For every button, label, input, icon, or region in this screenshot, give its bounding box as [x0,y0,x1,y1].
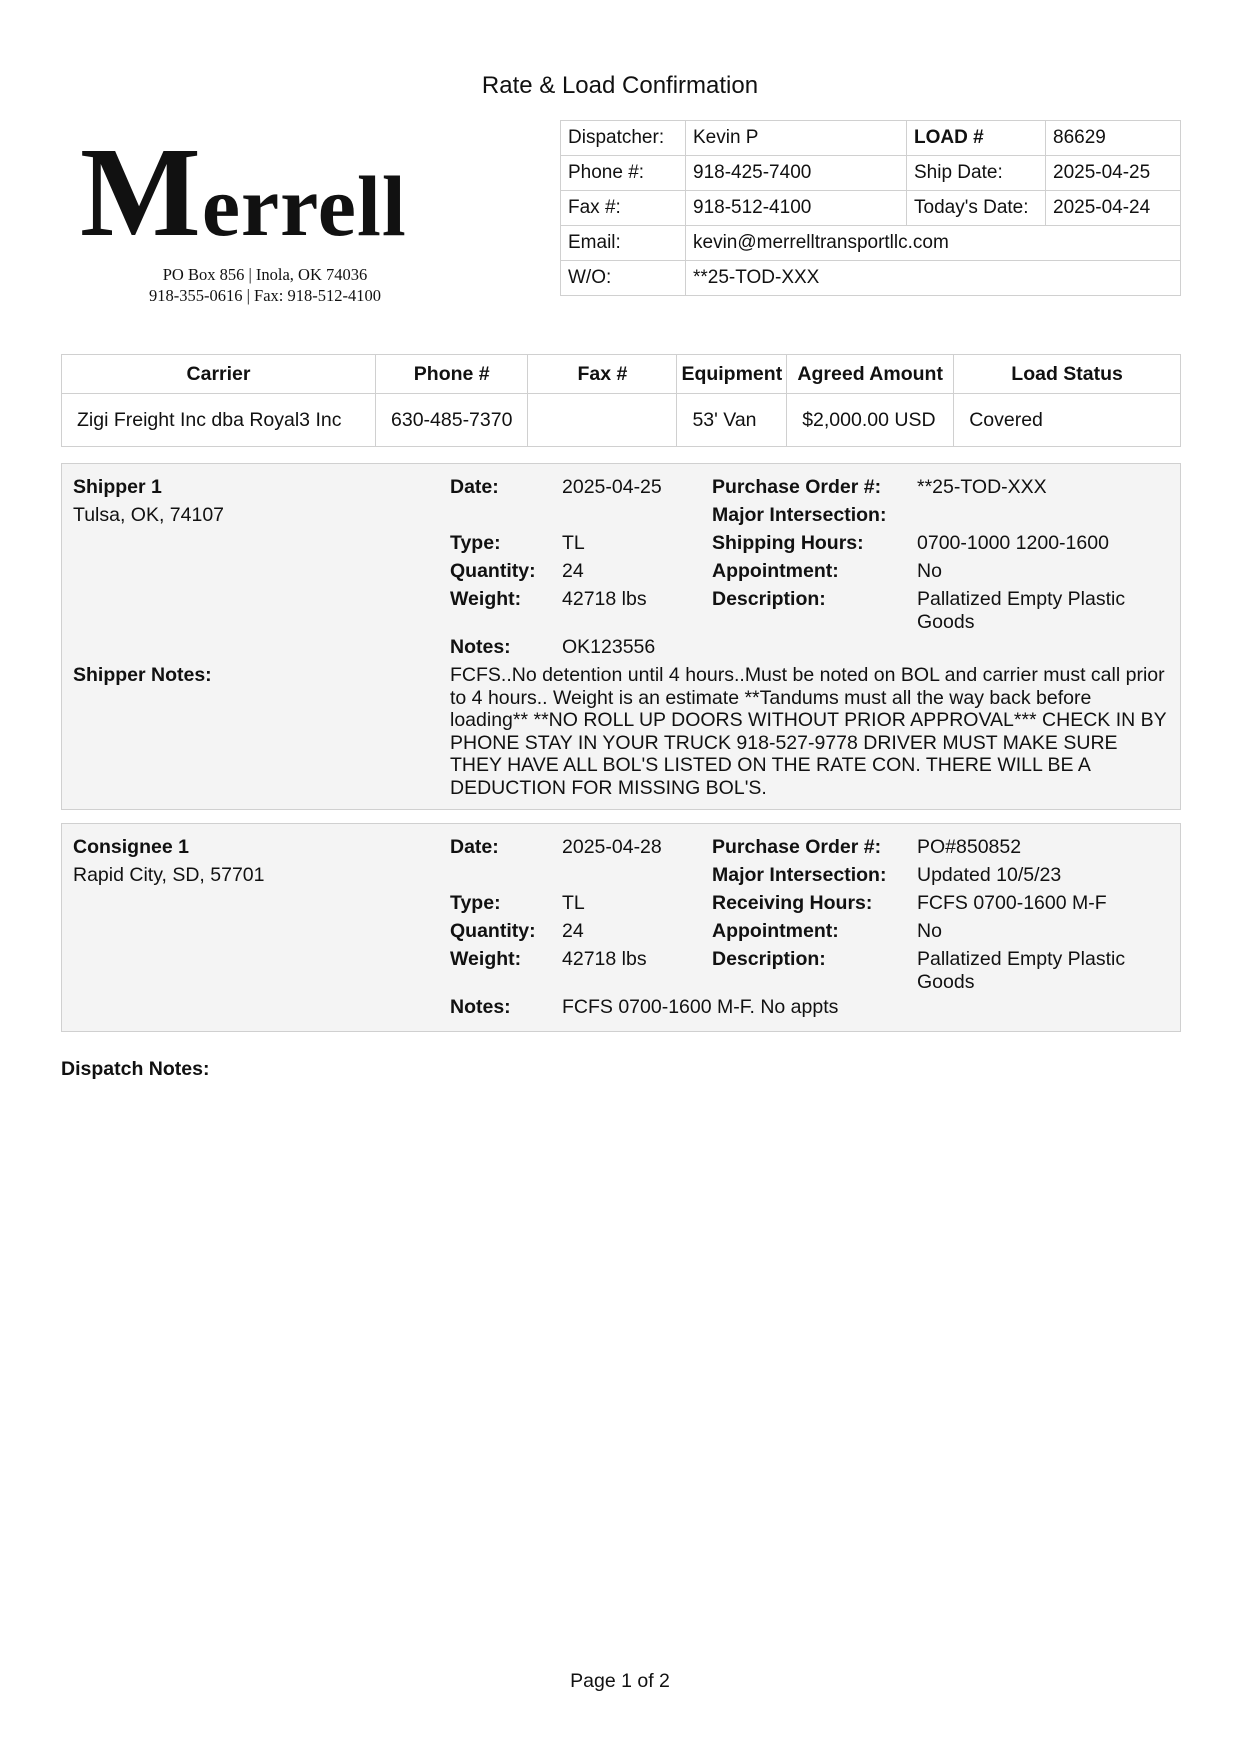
shipper-date-value: 2025-04-25 [562,476,662,498]
shipper-weight-value: 42718 lbs [562,588,647,610]
consignee-date-value: 2025-04-28 [562,836,662,858]
shipper-appointment-value: No [917,560,942,582]
consignee-quantity-value: 24 [562,920,584,942]
table-row [62,394,1181,447]
consignee-weight-value: 42718 lbs [562,948,647,970]
consignee-quantity-label: Quantity: [450,920,536,942]
shipper-description-value: Pallatized Empty Plastic Goods [917,588,1126,633]
shipper-appointment-label: Appointment: [712,560,839,582]
consignee-po-value: PO#850852 [917,836,1022,858]
carrier-header: Carrier [62,355,376,394]
consignee-title: Consignee 1 [73,836,189,858]
equipment-cell: 53' Van [677,394,787,447]
shipper-quantity-label: Quantity: [450,560,536,582]
shipper-type-value: TL [562,532,585,554]
company-address [100,264,430,306]
consignee-type-value: TL [562,892,585,914]
consignee-description-label: Description: [712,948,826,970]
shipper-hours-value: 0700-1000 1200-1600 [917,532,1109,554]
shipper-po-value: **25-TOD-XXX [917,476,1047,498]
email-label: Email: [561,226,686,261]
page-number: Page 1 of 2 [570,1670,670,1692]
agreed-amount-cell: $2,000.00 USD [787,394,954,447]
shipper-quantity-value: 24 [562,560,584,582]
email-value[interactable]: kevin@merrelltransportllc.com [686,226,1181,261]
phone-header: Phone # [376,355,528,394]
shipper-hours-label: Shipping Hours: [712,532,864,554]
document-title: Rate & Load Confirmation [481,72,759,99]
consignee-weight-label: Weight: [450,948,522,970]
phone-label: Phone #: [561,156,686,191]
fax-label: Fax #: [561,191,686,226]
ship-date-label: Ship Date: [907,156,1046,191]
wo-label: W/O: [561,261,686,296]
dispatcher-value: Kevin P [686,121,907,156]
company-logo [80,121,420,263]
shipper-date-label: Date: [450,476,499,498]
carrier-table-header-row [62,355,1181,394]
load-status-header: Load Status [954,355,1181,394]
shipper-notes-label: Notes: [450,636,511,658]
todays-date-value: 2025-04-24 [1046,191,1181,226]
consignee-hours-label: Receiving Hours: [712,892,873,914]
load-status-cell: Covered [954,394,1181,447]
consignee-notes-label: Notes: [450,996,511,1018]
consignee-appointment-value: No [917,920,942,942]
consignee-panel [61,823,1181,1032]
shipper-title: Shipper 1 [73,476,162,498]
shipper-notes-text: FCFS..No detention until 4 hours..Must be noted on BOL and carrier must call prior to 4 hours.. Weight is an estimate **Tandums must all the way back before loading** **NO ROLL UP DOORS WITHOUT PRIOR APPROVAL*** CHECK IN BY PHONE STAY IN YOUR TRUCK 918-527-9778 DRIVER MUST MAKE SURE THEY HAVE ALL BOL'S LISTED ON THE RATE CON. THERE WILL BE A DEDUCTION FOR MISSING BOL'S. [450,664,1167,799]
company-logo-block [80,121,420,306]
logo-wordmark: errell [201,158,407,254]
dispatch-notes-label: Dispatch Notes: [61,1058,210,1080]
dispatcher-label: Dispatcher: [561,121,686,156]
shipper-description-label: Description: [712,588,826,610]
shipper-notes-value: OK123556 [562,636,656,658]
wo-value: **25-TOD-XXX [686,261,1181,296]
consignee-notes-value: FCFS 0700-1600 M-F. No appts [562,996,839,1018]
consignee-po-label: Purchase Order #: [712,836,882,858]
shipper-notes-section-label: Shipper Notes: [73,664,212,686]
consignee-description-value: Pallatized Empty Plastic Goods [917,948,1126,993]
company-address-line: PO Box 856 | Inola, OK 74036 [162,265,368,284]
shipper-po-label: Purchase Order #: [712,476,882,498]
shipper-type-label: Type: [450,532,501,554]
shipper-intersection-label: Major Intersection: [712,504,887,526]
consignee-intersection-value: Updated 10/5/23 [917,864,1062,886]
equipment-header: Equipment [677,355,787,394]
shipper-panel [61,463,1181,810]
consignee-date-label: Date: [450,836,499,858]
carrier-fax-cell [528,394,677,447]
ship-date-value: 2025-04-25 [1046,156,1181,191]
consignee-hours-value: FCFS 0700-1600 M-F [917,892,1107,914]
phone-value: 918-425-7400 [686,156,907,191]
consignee-location: Rapid City, SD, 57701 [73,864,265,886]
todays-date-label: Today's Date: [907,191,1046,226]
company-phone-line: 918-355-0616 | Fax: 918-512-4100 [149,286,381,305]
dispatcher-info-table [560,120,1181,296]
load-number-label: LOAD # [907,121,1046,156]
carrier-table [61,354,1181,447]
carrier-phone-cell: 630-485-7370 [376,394,528,447]
shipper-weight-label: Weight: [450,588,522,610]
consignee-type-label: Type: [450,892,501,914]
shipper-location: Tulsa, OK, 74107 [73,504,225,526]
logo-initial: M [80,121,202,263]
fax-header: Fax # [528,355,677,394]
consignee-intersection-label: Major Intersection: [712,864,887,886]
fax-value: 918-512-4100 [686,191,907,226]
load-number-value: 86629 [1046,121,1181,156]
consignee-appointment-label: Appointment: [712,920,839,942]
agreed-amount-header: Agreed Amount [787,355,954,394]
carrier-name-cell: Zigi Freight Inc dba Royal3 Inc [62,394,376,447]
